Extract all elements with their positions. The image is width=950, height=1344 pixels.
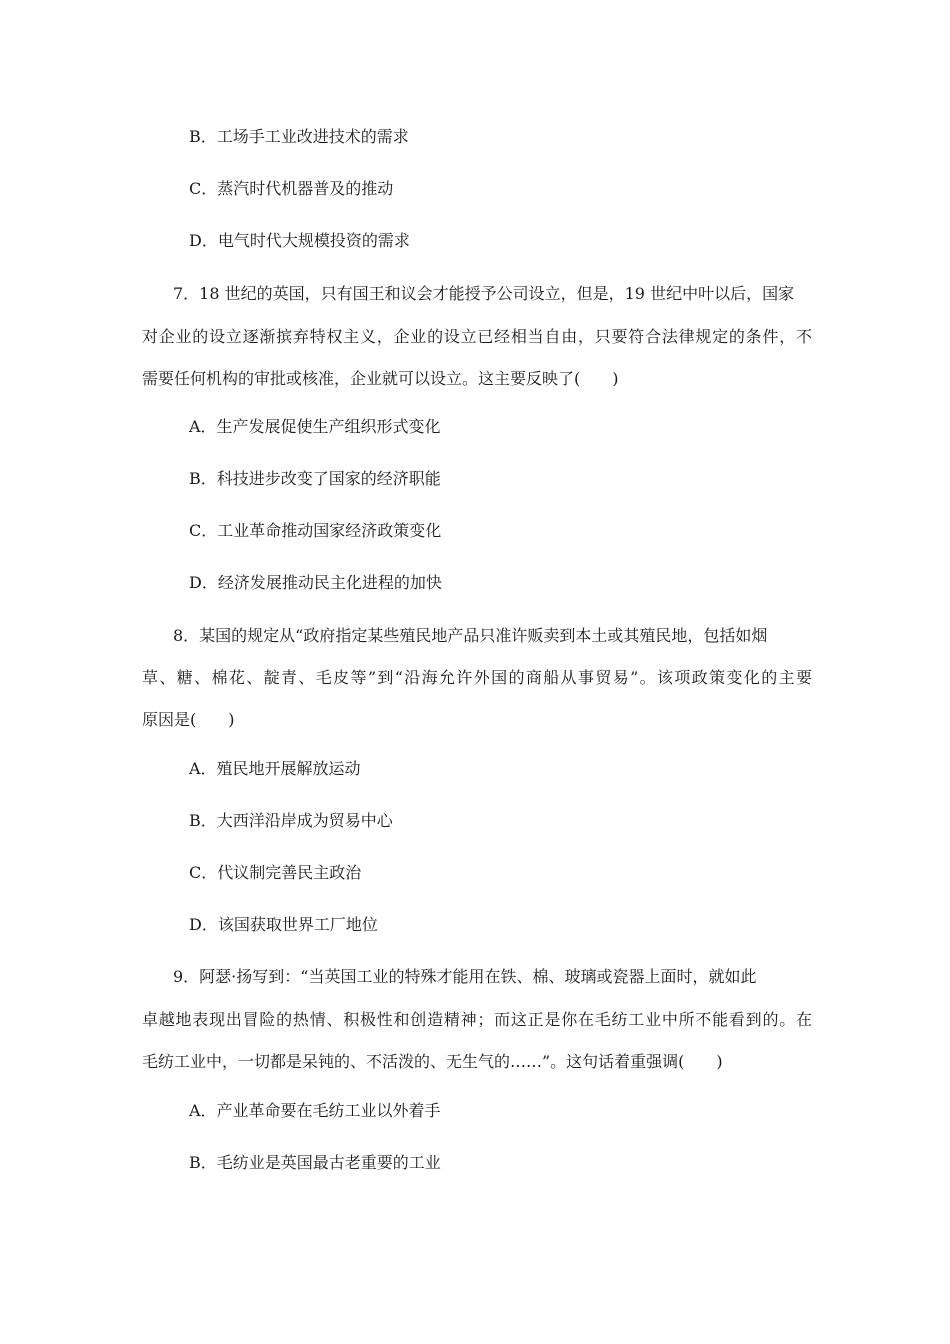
q9-stem-line-2: 卓越地表现出冒险的热情、积极性和创造精神；而这正是你在毛纺工业中所不能看到的。在 — [142, 1010, 812, 1029]
q8-option-a: A．殖民地开展解放运动 — [189, 759, 361, 778]
q6-option-c: C．蒸汽时代机器普及的推动 — [189, 179, 394, 198]
q8-option-b: B．大西洋沿岸成为贸易中心 — [189, 811, 393, 830]
q9-stem-line-1: 9．阿瑟·扬写到：“当英国工业的特殊才能用在铁、棉、玻璃或瓷器上面时，就如此 — [173, 967, 757, 986]
q8-stem-line-2: 草、糖、棉花、靛青、毛皮等”到“沿海允许外国的商船从事贸易”。该项政策变化的主要 — [142, 668, 812, 687]
q8-stem-line-1: 8．某国的规定从“政府指定某些殖民地产品只准许贩卖到本土或其殖民地，包括如烟 — [173, 626, 768, 645]
q9-option-b: B．毛纺业是英国最古老重要的工业 — [189, 1153, 441, 1172]
q7-option-b: B．科技进步改变了国家的经济职能 — [189, 469, 441, 488]
q6-option-b: B．工场手工业改进技术的需求 — [189, 127, 409, 146]
q7-option-c: C．工业革命推动国家经济政策变化 — [189, 521, 442, 540]
q7-stem-line-2: 对企业的设立逐渐摈弃特权主义，企业的设立已经相当自由，只要符合法律规定的条件，不 — [142, 327, 812, 346]
q8-stem-line-3: 原因是( ) — [142, 710, 235, 729]
q9-stem-line-3: 毛纺工业中，一切都是呆钝的、不活泼的、无生气的……”。这句话着重强调( ) — [142, 1052, 723, 1071]
q7-option-a: A．生产发展促使生产组织形式变化 — [189, 417, 441, 436]
q9-option-a: A．产业革命要在毛纺工业以外着手 — [189, 1101, 441, 1120]
q6-option-d: D．电气时代大规模投资的需求 — [189, 231, 410, 250]
q7-option-d: D．经济发展推动民主化进程的加快 — [189, 573, 442, 592]
q8-option-c: C．代议制完善民主政治 — [189, 863, 362, 882]
q7-stem-line-1: 7．18 世纪的英国，只有国王和议会才能授予公司设立，但是，19 世纪中叶以后，国家 — [173, 284, 795, 303]
q8-option-d: D．该国获取世界工厂地位 — [189, 915, 378, 934]
q7-stem-line-3: 需要任何机构的审批或核准，企业就可以设立。这主要反映了( ) — [142, 369, 619, 388]
